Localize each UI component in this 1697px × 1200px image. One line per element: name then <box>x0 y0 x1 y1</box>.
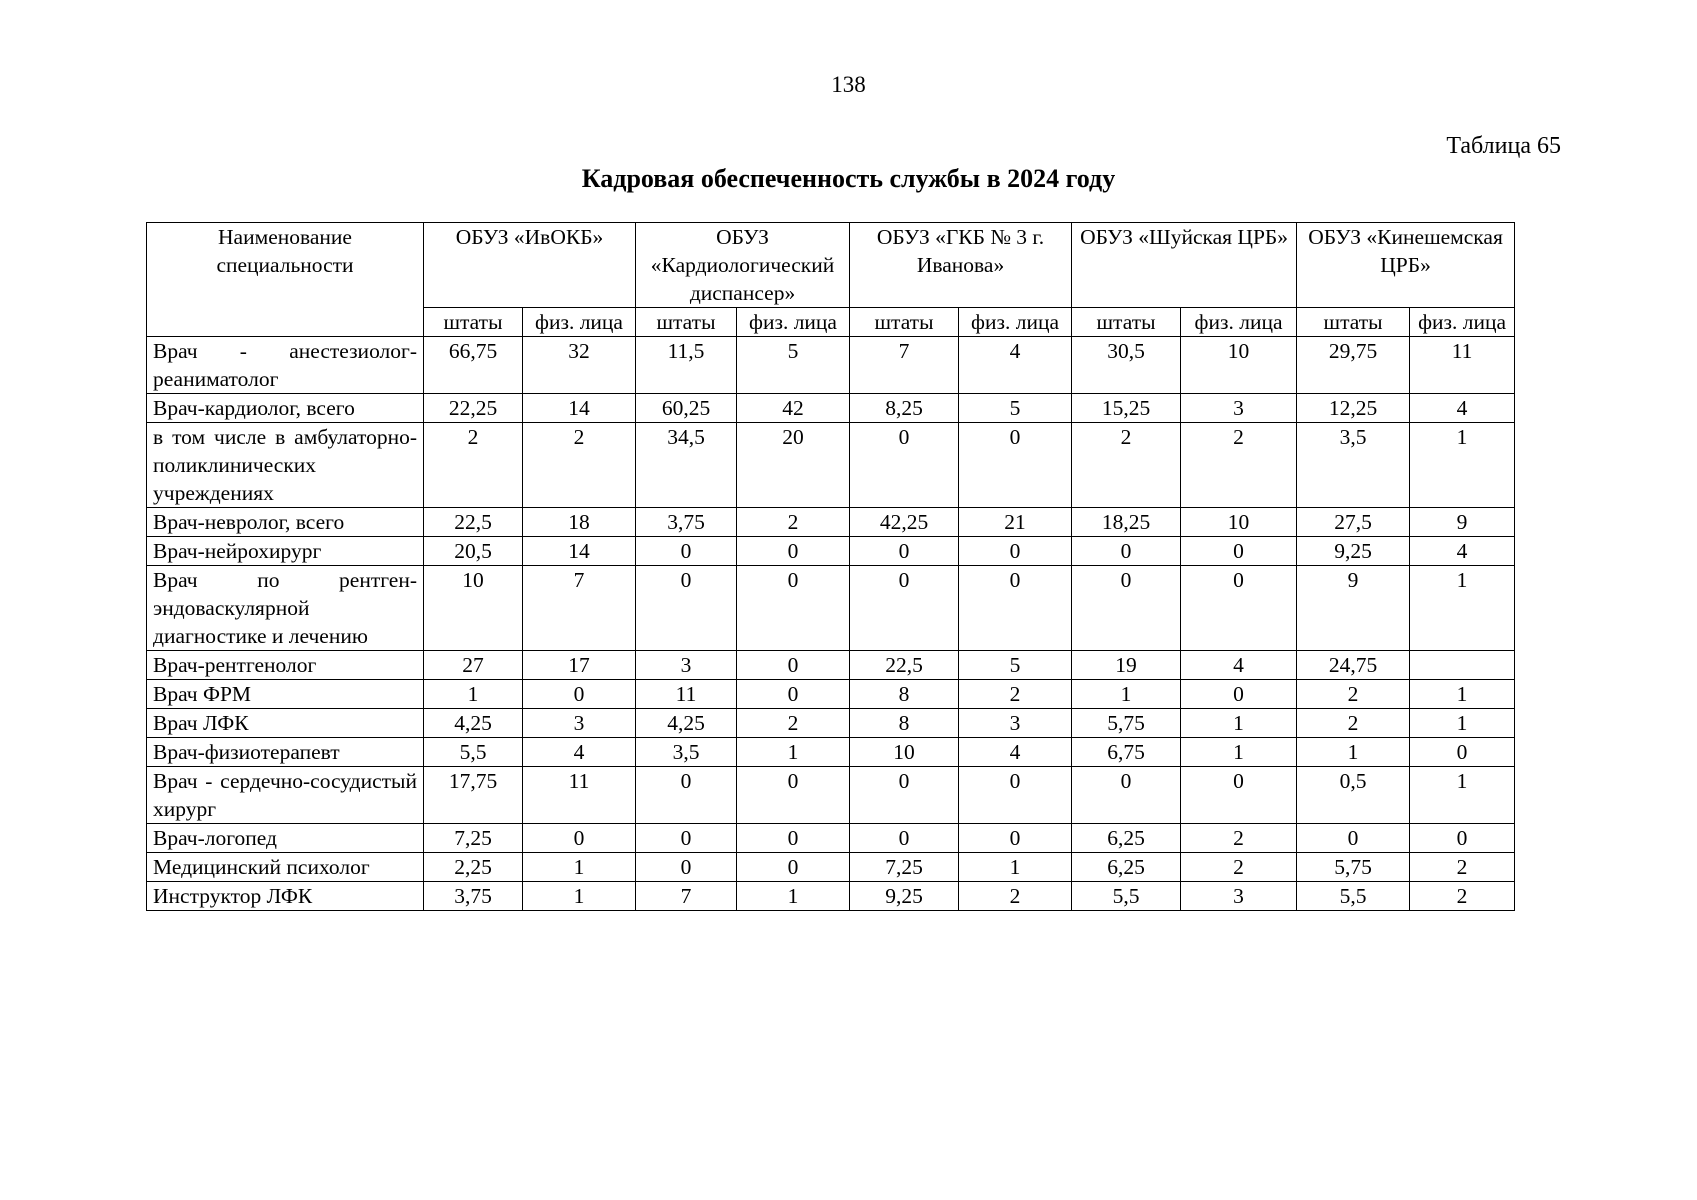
value-cell: 18 <box>523 508 636 537</box>
value-cell: 0 <box>636 537 737 566</box>
value-cell: 0 <box>959 423 1072 508</box>
value-cell: 4 <box>1410 537 1515 566</box>
value-cell: 0 <box>1072 537 1181 566</box>
table-label: Таблица 65 <box>1446 133 1561 159</box>
specialty-name: Врач-логопед <box>147 824 424 853</box>
value-cell: 2 <box>1297 680 1410 709</box>
value-cell: 0 <box>1410 738 1515 767</box>
value-cell: 8 <box>850 680 959 709</box>
value-cell: 0 <box>850 423 959 508</box>
value-cell: 3 <box>523 709 636 738</box>
table-row <box>147 337 1515 394</box>
value-cell: 14 <box>523 537 636 566</box>
value-cell: 7,25 <box>424 824 523 853</box>
header-physical-persons: физ. лица <box>737 308 850 337</box>
value-cell: 0,5 <box>1297 767 1410 824</box>
value-cell: 21 <box>959 508 1072 537</box>
header-organization: ОБУЗ «ГКБ № 3 г. Иванова» <box>850 223 1072 308</box>
value-cell: 10 <box>1181 337 1297 394</box>
value-cell: 9 <box>1410 508 1515 537</box>
value-cell: 3 <box>1181 394 1297 423</box>
value-cell: 4 <box>1181 651 1297 680</box>
value-cell: 15,25 <box>1072 394 1181 423</box>
value-cell: 30,5 <box>1072 337 1181 394</box>
value-cell: 1 <box>1410 767 1515 824</box>
value-cell: 10 <box>424 566 523 651</box>
value-cell: 1 <box>1181 738 1297 767</box>
specialty-name: Врач-физиотерапевт <box>147 738 424 767</box>
specialty-name: Врач-кардиолог, всего <box>147 394 424 423</box>
value-cell: 2 <box>1181 853 1297 882</box>
value-cell: 17,75 <box>424 767 523 824</box>
value-cell: 29,75 <box>1297 337 1410 394</box>
value-cell: 7,25 <box>850 853 959 882</box>
header-physical-persons: физ. лица <box>959 308 1072 337</box>
value-cell: 0 <box>737 537 850 566</box>
value-cell: 14 <box>523 394 636 423</box>
value-cell: 2 <box>523 423 636 508</box>
table-header <box>147 223 1515 337</box>
value-cell: 2 <box>1410 882 1515 911</box>
value-cell: 5,5 <box>1072 882 1181 911</box>
value-cell: 0 <box>850 566 959 651</box>
value-cell: 4 <box>959 337 1072 394</box>
header-physical-persons: физ. лица <box>523 308 636 337</box>
value-cell: 0 <box>1410 824 1515 853</box>
value-cell: 5 <box>959 651 1072 680</box>
value-cell: 9 <box>1297 566 1410 651</box>
specialty-name: Врач - анестезиолог-реаниматолог <box>147 337 424 394</box>
value-cell: 1 <box>424 680 523 709</box>
value-cell: 7 <box>636 882 737 911</box>
specialty-name: Врач ЛФК <box>147 709 424 738</box>
value-cell: 11 <box>523 767 636 824</box>
value-cell: 5,5 <box>1297 882 1410 911</box>
value-cell: 2 <box>1181 824 1297 853</box>
table-row <box>147 767 1515 824</box>
value-cell: 1 <box>1410 423 1515 508</box>
value-cell: 3 <box>959 709 1072 738</box>
specialty-name: Врач-рентгенолог <box>147 651 424 680</box>
value-cell: 0 <box>636 824 737 853</box>
table-row <box>147 824 1515 853</box>
value-cell: 2 <box>1072 423 1181 508</box>
value-cell: 4 <box>959 738 1072 767</box>
value-cell: 22,5 <box>850 651 959 680</box>
value-cell: 4,25 <box>424 709 523 738</box>
value-cell: 5,75 <box>1072 709 1181 738</box>
specialty-name: Медицинский психолог <box>147 853 424 882</box>
value-cell: 2 <box>737 508 850 537</box>
value-cell: 22,5 <box>424 508 523 537</box>
value-cell: 27,5 <box>1297 508 1410 537</box>
value-cell: 4 <box>1410 394 1515 423</box>
table-body <box>147 337 1515 911</box>
value-cell: 11 <box>1410 337 1515 394</box>
value-cell: 3,5 <box>636 738 737 767</box>
value-cell: 17 <box>523 651 636 680</box>
specialty-name: Врач по рентген-эндоваскулярной диагностике и лечению <box>147 566 424 651</box>
value-cell: 1 <box>959 853 1072 882</box>
table-row <box>147 853 1515 882</box>
page-number: 138 <box>831 72 866 97</box>
value-cell: 0 <box>737 824 850 853</box>
table-row <box>147 709 1515 738</box>
value-cell: 9,25 <box>850 882 959 911</box>
value-cell: 2 <box>1297 709 1410 738</box>
value-cell: 2 <box>424 423 523 508</box>
value-cell: 6,75 <box>1072 738 1181 767</box>
value-cell: 0 <box>850 824 959 853</box>
value-cell: 34,5 <box>636 423 737 508</box>
value-cell: 10 <box>1181 508 1297 537</box>
table-row <box>147 508 1515 537</box>
specialty-name: Врач-нейрохирург <box>147 537 424 566</box>
header-row-organizations <box>147 223 1515 308</box>
table-row <box>147 394 1515 423</box>
table-row <box>147 738 1515 767</box>
table-row <box>147 566 1515 651</box>
header-organization: ОБУЗ «Шуйская ЦРБ» <box>1072 223 1297 308</box>
value-cell: 3,5 <box>1297 423 1410 508</box>
value-cell: 9,25 <box>1297 537 1410 566</box>
value-cell: 24,75 <box>1297 651 1410 680</box>
table-row <box>147 537 1515 566</box>
value-cell: 3,75 <box>424 882 523 911</box>
value-cell: 0 <box>850 537 959 566</box>
staffing-table <box>146 222 1515 911</box>
value-cell: 18,25 <box>1072 508 1181 537</box>
table-row <box>147 423 1515 508</box>
value-cell: 7 <box>523 566 636 651</box>
header-physical-persons: физ. лица <box>1181 308 1297 337</box>
value-cell: 66,75 <box>424 337 523 394</box>
value-cell: 3 <box>1181 882 1297 911</box>
value-cell: 8,25 <box>850 394 959 423</box>
value-cell: 20 <box>737 423 850 508</box>
value-cell: 2 <box>737 709 850 738</box>
value-cell: 1 <box>523 853 636 882</box>
value-cell: 0 <box>959 824 1072 853</box>
value-cell: 2 <box>959 680 1072 709</box>
value-cell: 42,25 <box>850 508 959 537</box>
table-row <box>147 651 1515 680</box>
value-cell: 5 <box>737 337 850 394</box>
value-cell: 2,25 <box>424 853 523 882</box>
table-row <box>147 680 1515 709</box>
value-cell: 0 <box>737 651 850 680</box>
specialty-name: Врач - сердечно-сосудистый хирург <box>147 767 424 824</box>
specialty-name: Врач-невролог, всего <box>147 508 424 537</box>
value-cell: 32 <box>523 337 636 394</box>
value-cell: 0 <box>737 853 850 882</box>
value-cell: 1 <box>1181 709 1297 738</box>
header-physical-persons: физ. лица <box>1410 308 1515 337</box>
value-cell: 22,25 <box>424 394 523 423</box>
value-cell: 5,75 <box>1297 853 1410 882</box>
header-staff-positions: штаты <box>424 308 523 337</box>
header-organization: ОБУЗ «Кинешемская ЦРБ» <box>1297 223 1515 308</box>
value-cell: 0 <box>737 767 850 824</box>
value-cell: 4 <box>523 738 636 767</box>
value-cell: 6,25 <box>1072 853 1181 882</box>
value-cell: 0 <box>523 680 636 709</box>
value-cell: 1 <box>737 738 850 767</box>
value-cell: 4,25 <box>636 709 737 738</box>
value-cell: 2 <box>959 882 1072 911</box>
value-cell: 2 <box>1410 853 1515 882</box>
header-staff-positions: штаты <box>1297 308 1410 337</box>
value-cell <box>1410 651 1515 680</box>
value-cell: 10 <box>850 738 959 767</box>
value-cell: 6,25 <box>1072 824 1181 853</box>
header-organization: ОБУЗ «ИвОКБ» <box>424 223 636 308</box>
document-title: Кадровая обеспеченность службы в 2024 году <box>581 164 1116 193</box>
specialty-name: в том числе в амбулаторно-поликлинических учреждениях <box>147 423 424 508</box>
value-cell: 1 <box>1410 566 1515 651</box>
value-cell: 1 <box>523 882 636 911</box>
value-cell: 1 <box>737 882 850 911</box>
value-cell: 0 <box>1181 680 1297 709</box>
value-cell: 3,75 <box>636 508 737 537</box>
value-cell: 20,5 <box>424 537 523 566</box>
value-cell: 8 <box>850 709 959 738</box>
value-cell: 1 <box>1297 738 1410 767</box>
value-cell: 0 <box>636 853 737 882</box>
header-specialty: Наименование специальности <box>147 223 424 337</box>
value-cell: 3 <box>636 651 737 680</box>
value-cell: 0 <box>636 767 737 824</box>
value-cell: 1 <box>1072 680 1181 709</box>
value-cell: 11,5 <box>636 337 737 394</box>
value-cell: 42 <box>737 394 850 423</box>
value-cell: 0 <box>1072 767 1181 824</box>
specialty-name: Инструктор ЛФК <box>147 882 424 911</box>
value-cell: 0 <box>850 767 959 824</box>
header-staff-positions: штаты <box>1072 308 1181 337</box>
header-staff-positions: штаты <box>636 308 737 337</box>
value-cell: 0 <box>737 566 850 651</box>
value-cell: 60,25 <box>636 394 737 423</box>
value-cell: 5 <box>959 394 1072 423</box>
value-cell: 0 <box>1181 566 1297 651</box>
value-cell: 2 <box>1181 423 1297 508</box>
value-cell: 27 <box>424 651 523 680</box>
value-cell: 1 <box>1410 680 1515 709</box>
value-cell: 0 <box>1297 824 1410 853</box>
value-cell: 0 <box>737 680 850 709</box>
value-cell: 19 <box>1072 651 1181 680</box>
value-cell: 0 <box>959 767 1072 824</box>
value-cell: 1 <box>1410 709 1515 738</box>
value-cell: 0 <box>959 537 1072 566</box>
value-cell: 0 <box>1181 537 1297 566</box>
header-staff-positions: штаты <box>850 308 959 337</box>
table-row <box>147 882 1515 911</box>
value-cell: 11 <box>636 680 737 709</box>
value-cell: 0 <box>1181 767 1297 824</box>
value-cell: 5,5 <box>424 738 523 767</box>
value-cell: 12,25 <box>1297 394 1410 423</box>
header-organization: ОБУЗ «Кардиологический диспансер» <box>636 223 850 308</box>
specialty-name: Врач ФРМ <box>147 680 424 709</box>
value-cell: 0 <box>636 566 737 651</box>
value-cell: 0 <box>1072 566 1181 651</box>
value-cell: 7 <box>850 337 959 394</box>
value-cell: 0 <box>523 824 636 853</box>
value-cell: 0 <box>959 566 1072 651</box>
